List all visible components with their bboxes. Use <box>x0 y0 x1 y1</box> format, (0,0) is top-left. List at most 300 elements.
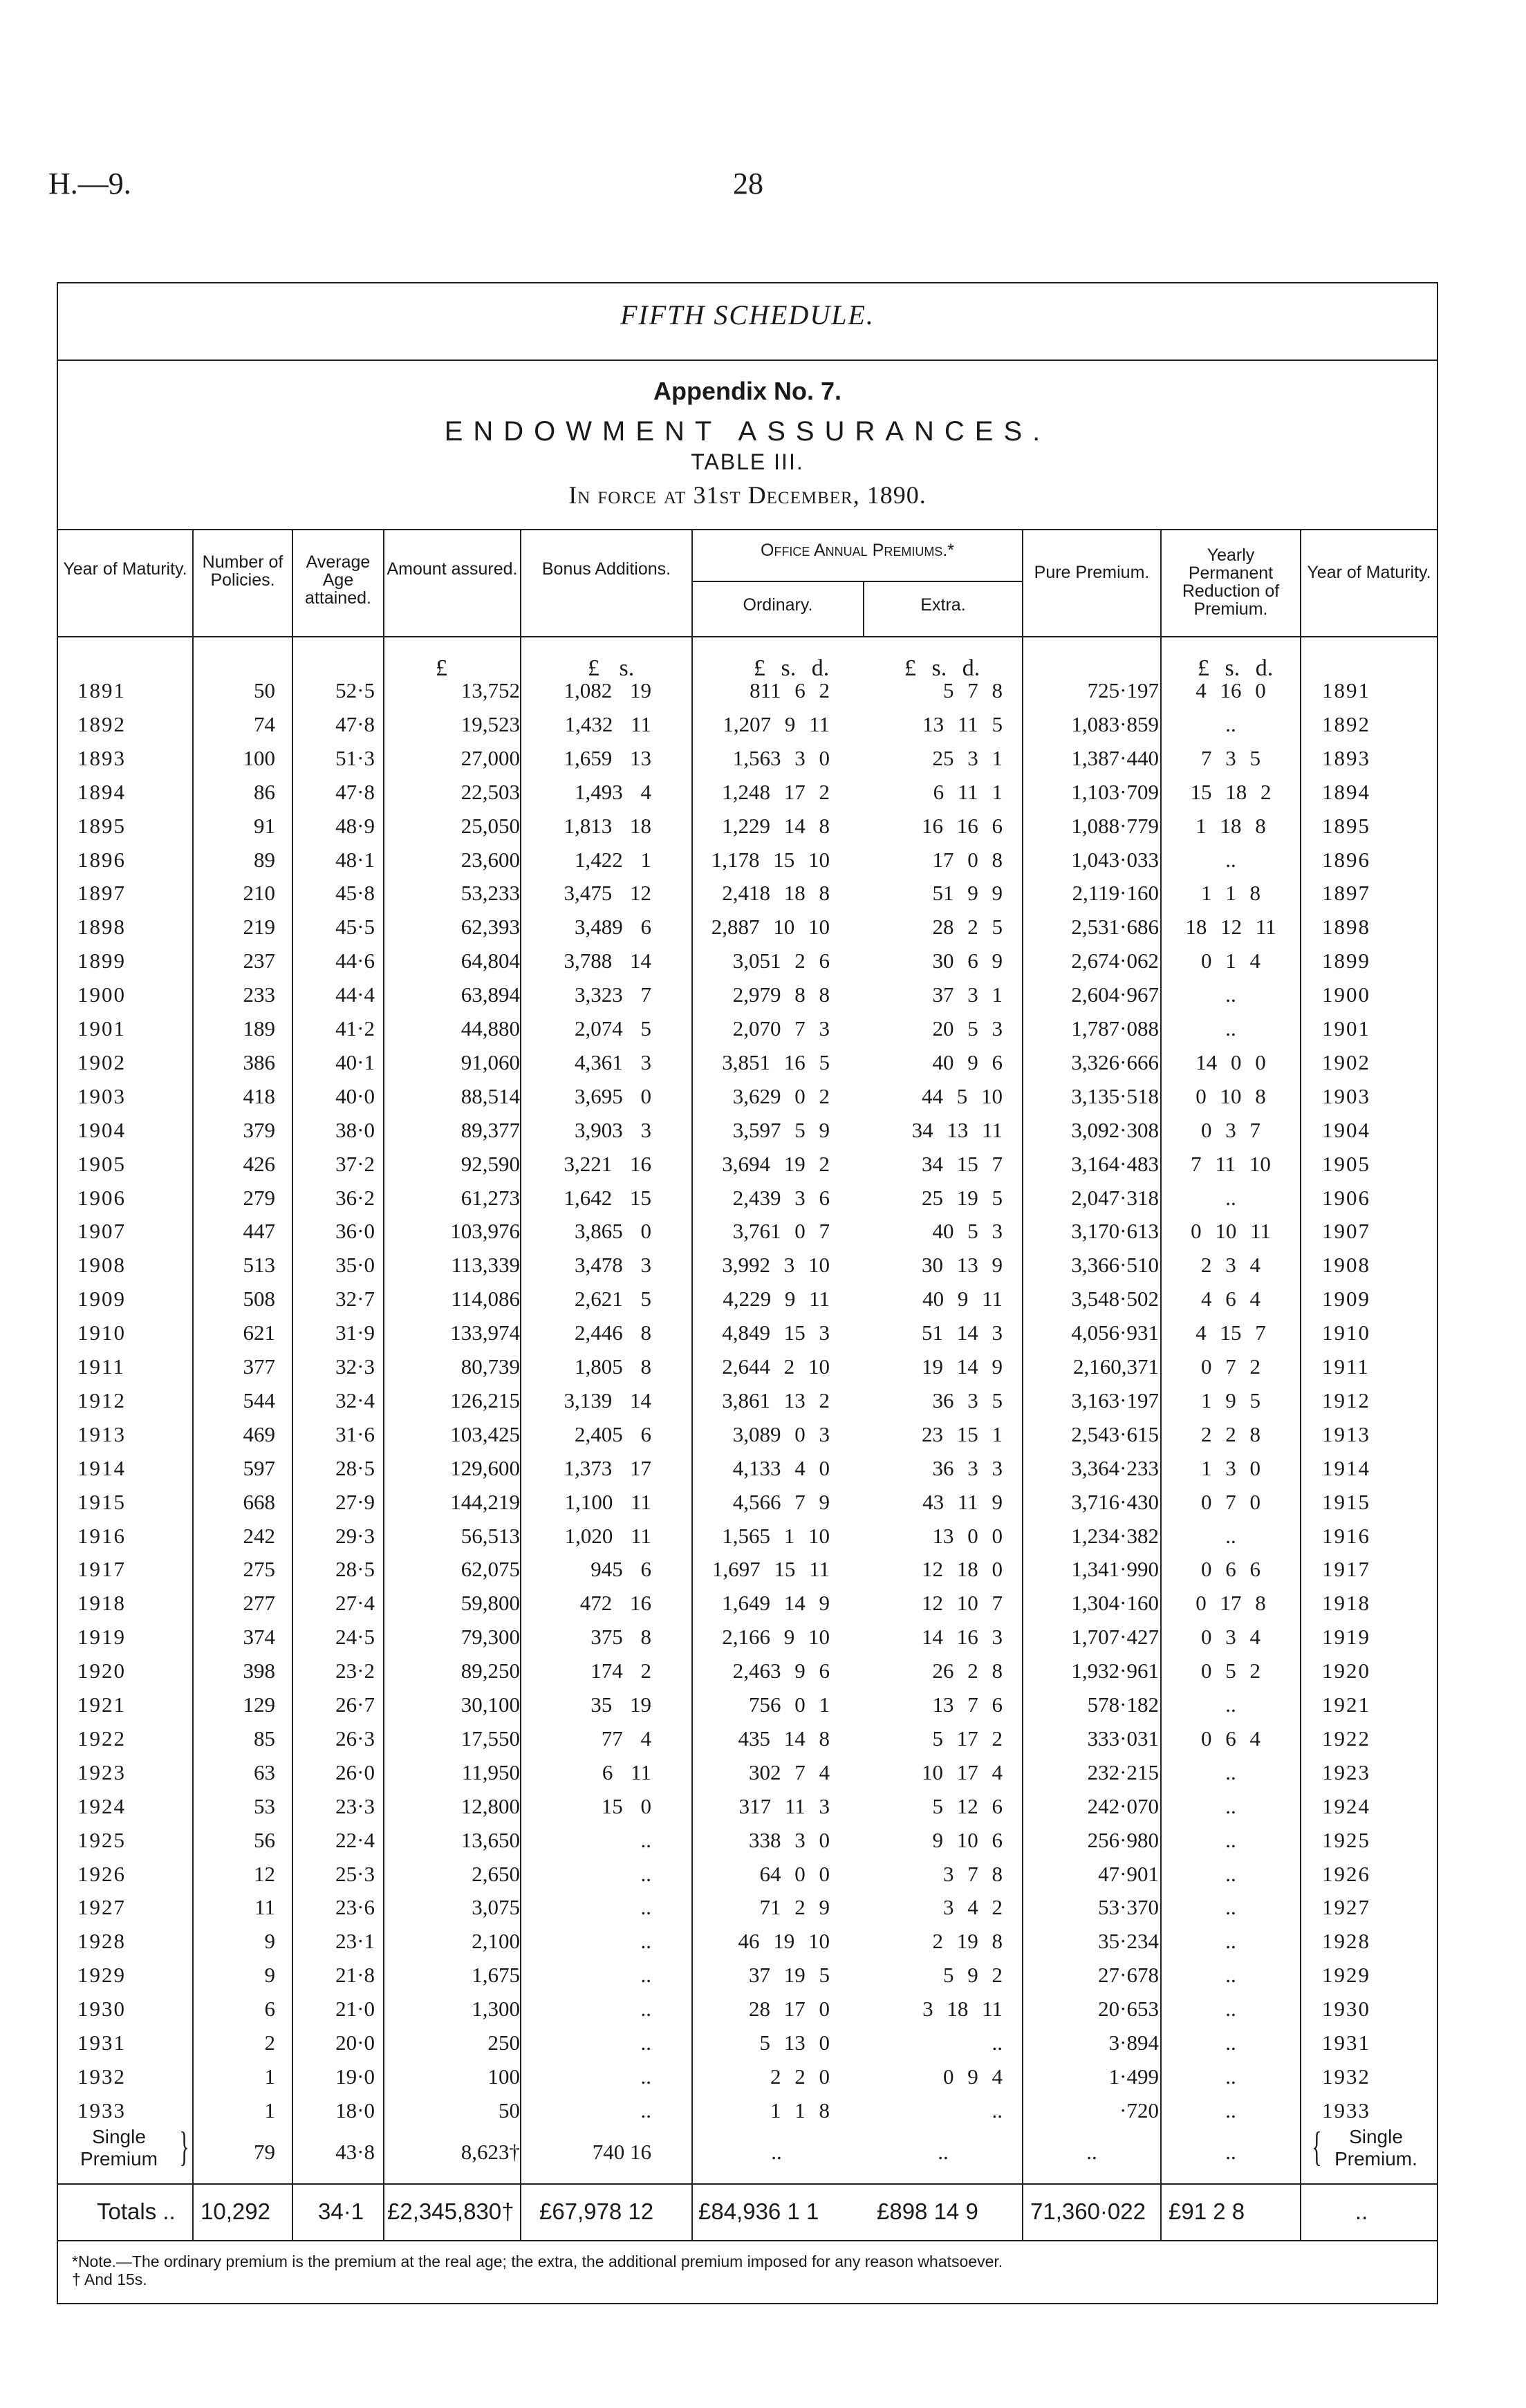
cell-reduction: .. <box>1225 1963 1236 1988</box>
unit-amount: £ <box>436 655 447 681</box>
cell-bonus: .. <box>640 1929 651 1954</box>
cell-policies: 85 <box>254 1726 275 1751</box>
cell-year-right: 1914 <box>1322 1455 1370 1480</box>
totals-year: .. <box>1355 2199 1368 2224</box>
cell-year: 1910 <box>77 1320 126 1345</box>
cell-year: 1932 <box>77 2064 126 2089</box>
cell-age: 45·5 <box>335 915 375 940</box>
cell-reduction: 0 5 2 <box>1201 1659 1260 1683</box>
cell-ordinary: 2,418 18 8 <box>722 881 830 906</box>
cell-age: 20·0 <box>335 2031 375 2055</box>
cell-ordinary: 3,629 0 2 <box>732 1083 830 1108</box>
cell-year: 1928 <box>77 1929 126 1954</box>
cell-policies: 277 <box>243 1591 275 1616</box>
table-row <box>57 1553 1438 1586</box>
cell-extra: 51 14 3 <box>922 1320 1003 1345</box>
cell-extra: 13 11 5 <box>922 711 1003 736</box>
cell-amount: 27,000 <box>460 745 520 770</box>
cell-year: 1918 <box>77 1591 126 1616</box>
cell-ordinary: 1,229 14 8 <box>722 813 830 838</box>
table-row <box>57 776 1438 809</box>
cell-amount: 92,590 <box>460 1151 520 1176</box>
cell-reduction: 14 0 0 <box>1195 1049 1266 1074</box>
col-header-pure: Pure Premium. <box>1034 563 1150 582</box>
cell-year-right: 1926 <box>1322 1861 1370 1886</box>
cell-age: 37·2 <box>335 1151 375 1176</box>
cell-ordinary: 1,248 17 2 <box>722 779 830 804</box>
totals-age: 34·1 <box>318 2199 364 2224</box>
cell-pure: 1,304·160 <box>1071 1591 1159 1616</box>
cell-pure: 1,707·427 <box>1071 1625 1159 1650</box>
cell-year-right: 1929 <box>1322 1963 1370 1988</box>
cell-year: 1899 <box>77 949 126 973</box>
cell-ordinary: 2,070 7 3 <box>732 1016 830 1040</box>
cell-year-right: 1905 <box>1322 1151 1370 1176</box>
table-row <box>57 1418 1438 1451</box>
cell-ordinary: 3,089 0 3 <box>732 1421 830 1446</box>
totals-pure: 71,360·022 <box>1030 2199 1146 2224</box>
cell-ordinary: 435 14 8 <box>738 1726 830 1751</box>
cell-year: 1896 <box>77 847 126 872</box>
cell-year: 1895 <box>77 813 126 838</box>
cell-extra: 17 0 8 <box>932 847 1003 872</box>
cell-pure: 1,088·779 <box>1071 813 1159 838</box>
cell-extra: 14 16 3 <box>922 1625 1003 1650</box>
cell-reduction: .. <box>1225 1016 1236 1040</box>
cell-policies: 374 <box>243 1625 275 1650</box>
cell-pure: 4,056·931 <box>1071 1320 1159 1345</box>
cell-amount: 126,215 <box>450 1388 520 1412</box>
cell-year-right: 1904 <box>1322 1117 1370 1142</box>
cell-reduction: 1 3 0 <box>1201 1455 1260 1480</box>
cell-pure: 2,543·615 <box>1071 1421 1159 1446</box>
cell-amount: 113,339 <box>451 1253 520 1278</box>
cell-bonus: 472 16 <box>579 1591 651 1616</box>
cell-bonus: 1,373 17 <box>564 1455 651 1480</box>
cell-bonus: 1,659 13 <box>564 745 651 770</box>
cell-reduction: 0 7 0 <box>1201 1489 1260 1514</box>
cell-year: 1926 <box>77 1861 126 1886</box>
cell-policies: 275 <box>243 1557 275 1582</box>
cell-amount: 64,804 <box>460 949 520 973</box>
table-row <box>57 978 1438 1011</box>
cell-amount: 129,600 <box>450 1455 520 1480</box>
cell-policies: 544 <box>243 1388 275 1412</box>
cell-amount: 80,739 <box>460 1354 520 1379</box>
cell-reduction: 0 10 11 <box>1191 1219 1271 1244</box>
cell-bonus: 35 19 <box>590 1692 651 1717</box>
cell-reduction: 0 6 6 <box>1201 1557 1260 1582</box>
cell-amount: 100 <box>487 2064 520 2089</box>
cell-reduction: .. <box>1225 1895 1236 1920</box>
col-header-year: Year of Maturity. <box>63 559 187 579</box>
cell-reduction: .. <box>1225 1997 1236 2022</box>
cell-year-right: 1931 <box>1322 2031 1370 2055</box>
cell-pure: 2,531·686 <box>1071 915 1159 940</box>
cell-year-right: 1910 <box>1322 1320 1370 1345</box>
cell-year-right: 1906 <box>1322 1185 1370 1210</box>
cell-bonus: 2,446 8 <box>575 1320 651 1345</box>
cell-bonus: 4,361 3 <box>575 1049 651 1074</box>
cell-reduction: 2 2 8 <box>1201 1421 1260 1446</box>
cell-amount: 2,100 <box>472 1929 520 1954</box>
single-premium-row <box>57 2126 1438 2181</box>
cell-age: 21·8 <box>335 1963 375 1988</box>
cell-bonus: .. <box>640 1827 651 1852</box>
cell-age: 38·0 <box>335 1117 375 1142</box>
cell-amount: 133,974 <box>450 1320 520 1345</box>
cell-age: 41·2 <box>335 1016 375 1040</box>
cell-policies: 100 <box>243 745 275 770</box>
cell-ordinary: 4,229 9 11 <box>723 1287 830 1312</box>
cell-amount: 44,880 <box>460 1016 520 1040</box>
header-top-rule <box>57 529 1438 530</box>
cell-ordinary: 64 0 0 <box>759 1861 830 1886</box>
cell-reduction: 0 17 8 <box>1195 1591 1266 1616</box>
cell-ordinary: 2,439 3 6 <box>732 1185 830 1210</box>
cell-age: 25·3 <box>335 1861 375 1886</box>
cell-year: 1912 <box>77 1388 126 1412</box>
cell-extra: 30 13 9 <box>922 1253 1003 1278</box>
cell-year: 1900 <box>77 982 126 1007</box>
totals-label: Totals .. <box>97 2199 176 2224</box>
cell-reduction: 7 11 10 <box>1191 1151 1271 1176</box>
cell-amount: 89,250 <box>460 1659 520 1683</box>
cell-bonus: 945 6 <box>590 1557 651 1582</box>
cell-year: 1906 <box>77 1185 126 1210</box>
table-row <box>57 1520 1438 1553</box>
cell-policies: 469 <box>243 1421 275 1446</box>
cell-reduction: .. <box>1225 2031 1236 2055</box>
single-reduction: .. <box>1225 2140 1236 2164</box>
cell-policies: 11 <box>254 1895 275 1920</box>
table-row <box>57 1080 1438 1113</box>
cell-year-right: 1895 <box>1322 813 1370 838</box>
cell-extra: 12 10 7 <box>922 1591 1003 1616</box>
cell-reduction: 0 7 2 <box>1201 1354 1260 1379</box>
cell-year-right: 1917 <box>1322 1557 1370 1582</box>
cell-pure: 3,092·308 <box>1071 1117 1159 1142</box>
cell-year-right: 1899 <box>1322 949 1370 973</box>
cell-pure: 3,716·430 <box>1071 1489 1159 1514</box>
cell-policies: 237 <box>243 949 275 973</box>
single-age: 43·8 <box>335 2140 375 2164</box>
cell-year-right: 1893 <box>1322 745 1370 770</box>
table-row <box>57 1012 1438 1045</box>
cell-reduction: .. <box>1225 847 1236 872</box>
cell-pure: 232·215 <box>1087 1760 1159 1784</box>
cell-reduction: .. <box>1225 2064 1236 2089</box>
cell-ordinary: 3,597 5 9 <box>732 1117 830 1142</box>
cell-ordinary: 3,992 3 10 <box>722 1253 830 1278</box>
table-row <box>57 1452 1438 1485</box>
table-row <box>57 1756 1438 1789</box>
cell-ordinary: 1,178 15 10 <box>711 847 830 872</box>
cell-extra: 3 7 8 <box>943 1861 1003 1886</box>
cell-reduction: 1 9 5 <box>1201 1388 1260 1412</box>
cell-pure: 1,234·382 <box>1071 1523 1159 1548</box>
cell-bonus: 1,432 11 <box>564 711 651 736</box>
col-header-policies: Number of Policies. <box>202 552 283 590</box>
single-extra: .. <box>938 2140 949 2164</box>
cell-policies: 53 <box>254 1793 275 1818</box>
table-row <box>57 1282 1438 1316</box>
cell-bonus: .. <box>640 1895 651 1920</box>
cell-extra: .. <box>992 2098 1003 2122</box>
cell-ordinary: 4,133 4 0 <box>732 1455 830 1480</box>
cell-extra: 3 4 2 <box>943 1895 1003 1920</box>
col-header-ordinary: Ordinary. <box>743 595 813 615</box>
cell-age: 27·4 <box>335 1591 375 1616</box>
cell-year-right: 1903 <box>1322 1083 1370 1108</box>
cell-age: 40·0 <box>335 1083 375 1108</box>
cell-bonus: 3,903 3 <box>575 1117 651 1142</box>
appendix-title: Appendix No. 7. <box>653 377 842 405</box>
cell-age: 19·0 <box>335 2064 375 2089</box>
cell-extra: 5 12 6 <box>932 1793 1003 1818</box>
header-bottom-rule <box>57 636 1438 637</box>
cell-reduction: .. <box>1225 2098 1236 2122</box>
cell-year: 1919 <box>77 1625 126 1650</box>
cell-extra: 36 3 5 <box>932 1388 1003 1412</box>
page-number: 28 <box>733 167 763 200</box>
cell-pure: 20·653 <box>1098 1997 1159 2022</box>
cell-age: 24·5 <box>335 1625 375 1650</box>
single-premium-label-top: Single <box>92 2126 146 2147</box>
cell-extra: 36 3 3 <box>932 1455 1003 1480</box>
cell-policies: 597 <box>243 1455 275 1480</box>
cell-amount: 88,514 <box>460 1083 520 1108</box>
cell-reduction: .. <box>1225 1827 1236 1852</box>
cell-ordinary: 811 6 2 <box>750 678 830 702</box>
cell-policies: 6 <box>264 1997 275 2022</box>
in-force-date: In force at 31st December, 1890. <box>568 481 927 509</box>
cell-policies: 189 <box>243 1016 275 1040</box>
cell-ordinary: 317 11 3 <box>738 1793 830 1818</box>
single-ordinary: .. <box>771 2140 782 2164</box>
cell-extra: 5 17 2 <box>932 1726 1003 1751</box>
col-header-office-premiums: Office Annual Premiums.* <box>761 541 954 560</box>
cell-amount: 144,219 <box>450 1489 520 1514</box>
cell-ordinary: 1 1 8 <box>770 2098 830 2122</box>
cell-ordinary: 1,565 1 10 <box>722 1523 830 1548</box>
brace-icon: { <box>1312 2124 1322 2169</box>
single-amount: 8,623† <box>460 2140 520 2164</box>
cell-amount: 62,393 <box>460 915 520 940</box>
cell-amount: 23,600 <box>460 847 520 872</box>
totals-top-rule <box>57 2183 1438 2185</box>
cell-ordinary: 4,566 7 9 <box>732 1489 830 1514</box>
single-premium-label-bottom: Premium <box>80 2148 158 2169</box>
cell-pure: 53·370 <box>1098 1895 1159 1920</box>
cell-age: 28·5 <box>335 1455 375 1480</box>
cell-policies: 418 <box>243 1083 275 1108</box>
cell-extra: 2 19 8 <box>932 1929 1003 1954</box>
cell-pure: 3,548·502 <box>1071 1287 1159 1312</box>
cell-year: 1923 <box>77 1760 126 1784</box>
cell-bonus: 1,082 19 <box>564 678 651 702</box>
table-row <box>57 2094 1438 2127</box>
cell-bonus: .. <box>640 2064 651 2089</box>
cell-amount: 13,752 <box>460 678 520 702</box>
table-row <box>57 1688 1438 1721</box>
table-row <box>57 1824 1438 1857</box>
cell-extra: 13 0 0 <box>932 1523 1003 1548</box>
cell-year-right: 1901 <box>1322 1016 1370 1040</box>
cell-year: 1929 <box>77 1963 126 1988</box>
cell-ordinary: 1,697 15 11 <box>711 1557 830 1582</box>
table-row <box>57 674 1438 707</box>
cell-amount: 12,800 <box>460 1793 520 1818</box>
cell-pure: 1·499 <box>1108 2064 1159 2089</box>
table-row <box>57 708 1438 741</box>
cell-ordinary: 3,051 2 6 <box>732 949 830 973</box>
cell-ordinary: 46 19 10 <box>738 1929 830 1954</box>
totals-bonus: £67,978 12 <box>539 2199 654 2224</box>
cell-amount: 250 <box>487 2031 520 2055</box>
cell-year: 1909 <box>77 1287 126 1312</box>
cell-extra: 3 18 11 <box>922 1997 1003 2022</box>
cell-policies: 12 <box>254 1861 275 1886</box>
cell-amount: 22,503 <box>460 779 520 804</box>
totals-extra: £898 14 9 <box>877 2199 978 2224</box>
cell-pure: 3,326·666 <box>1071 1049 1159 1074</box>
cell-policies: 233 <box>243 982 275 1007</box>
cell-bonus: 174 2 <box>590 1659 651 1683</box>
cell-extra: 25 3 1 <box>932 745 1003 770</box>
brace-icon: } <box>179 2124 189 2169</box>
cell-bonus: 1,805 8 <box>575 1354 651 1379</box>
cell-bonus: 1,813 18 <box>564 813 651 838</box>
cell-policies: 63 <box>254 1760 275 1784</box>
cell-year-right: 1909 <box>1322 1287 1370 1312</box>
cell-year: 1917 <box>77 1557 126 1582</box>
cell-pure: 725·197 <box>1087 678 1159 702</box>
cell-year-right: 1911 <box>1322 1354 1370 1379</box>
cell-bonus: 1,642 15 <box>564 1185 651 1210</box>
table-row <box>57 1350 1438 1383</box>
cell-reduction: .. <box>1225 1861 1236 1886</box>
cell-age: 48·9 <box>335 813 375 838</box>
col-header-reduction: Yearly Permanent Reduction of Premium. <box>1182 545 1280 619</box>
cell-year-right: 1924 <box>1322 1793 1370 1818</box>
cell-year-right: 1927 <box>1322 1895 1370 1920</box>
cell-ordinary: 3,694 19 2 <box>722 1151 830 1176</box>
cell-policies: 91 <box>254 813 275 838</box>
cell-bonus: .. <box>640 1963 651 1988</box>
cell-amount: 89,377 <box>460 1117 520 1142</box>
cell-year-right: 1894 <box>1322 779 1370 804</box>
table-row <box>57 1790 1438 1823</box>
cell-bonus: 1,493 4 <box>575 779 651 804</box>
totals-policies: 10,292 <box>201 2199 270 2224</box>
totals-reduction: £91 2 8 <box>1169 2199 1245 2224</box>
cell-amount: 25,050 <box>460 813 520 838</box>
cell-amount: 103,976 <box>450 1219 520 1244</box>
cell-ordinary: 1,649 14 9 <box>722 1591 830 1616</box>
cell-year: 1916 <box>77 1523 126 1548</box>
cell-bonus: 2,074 5 <box>575 1016 651 1040</box>
col-header-bonus: Bonus Additions. <box>541 559 671 579</box>
cell-amount: 103,425 <box>450 1421 520 1446</box>
cell-reduction: .. <box>1225 982 1236 1007</box>
cell-age: 35·0 <box>335 1253 375 1278</box>
col-header-amount: Amount assured. <box>387 559 518 579</box>
cell-pure: 3,364·233 <box>1071 1455 1159 1480</box>
cell-amount: 62,075 <box>460 1557 520 1582</box>
cell-bonus: 1,422 1 <box>575 847 651 872</box>
cell-pure: 1,043·033 <box>1071 847 1159 872</box>
cell-policies: 1 <box>264 2064 275 2089</box>
cell-policies: 50 <box>254 678 275 702</box>
cell-year-right: 1930 <box>1322 1997 1370 2022</box>
cell-year-right: 1892 <box>1322 711 1370 736</box>
cell-year-right: 1915 <box>1322 1489 1370 1514</box>
cell-year-right: 1921 <box>1322 1692 1370 1717</box>
single-policies: 79 <box>254 2140 275 2164</box>
table-row <box>57 2026 1438 2060</box>
cell-year-right: 1897 <box>1322 881 1370 906</box>
table-row <box>57 742 1438 775</box>
totals-bottom-rule <box>57 2240 1438 2241</box>
table-row <box>57 1858 1438 1891</box>
table-row <box>57 1587 1438 1620</box>
cell-age: 32·3 <box>335 1354 375 1379</box>
cell-extra: 44 5 10 <box>922 1083 1003 1108</box>
cell-pure: 2,047·318 <box>1071 1185 1159 1210</box>
cell-policies: 86 <box>254 779 275 804</box>
cell-bonus: .. <box>640 1861 651 1886</box>
cell-reduction: 7 3 5 <box>1201 745 1260 770</box>
cell-amount: 91,060 <box>460 1049 520 1074</box>
unit-extra: £ s. d. <box>904 655 980 681</box>
cell-pure: 242·070 <box>1087 1793 1159 1818</box>
single-premium-right-bottom: Premium. <box>1334 2148 1417 2169</box>
cell-extra: 25 19 5 <box>922 1185 1003 1210</box>
cell-amount: 53,233 <box>460 881 520 906</box>
cell-ordinary: 4,849 15 3 <box>722 1320 830 1345</box>
cell-year-right: 1918 <box>1322 1591 1370 1616</box>
cell-age: 28·5 <box>335 1557 375 1582</box>
cell-pure: 1,387·440 <box>1071 745 1159 770</box>
cell-amount: 19,523 <box>460 711 520 736</box>
cell-pure: 1,103·709 <box>1071 779 1159 804</box>
cell-extra: 5 9 2 <box>943 1963 1003 1988</box>
totals-amount: £2,345,830† <box>387 2199 514 2224</box>
cell-amount: 114,086 <box>451 1287 520 1312</box>
cell-year: 1915 <box>77 1489 126 1514</box>
cell-pure: 3·894 <box>1108 2031 1159 2055</box>
cell-year-right: 1896 <box>1322 847 1370 872</box>
single-pure: .. <box>1086 2140 1097 2164</box>
cell-policies: 621 <box>243 1320 275 1345</box>
cell-extra: 0 9 4 <box>943 2064 1003 2089</box>
cell-age: 22·4 <box>335 1827 375 1852</box>
cell-ordinary: 37 19 5 <box>749 1963 830 1988</box>
cell-bonus: .. <box>640 1997 651 2022</box>
cell-amount: 1,675 <box>472 1963 520 1988</box>
table-row <box>57 877 1438 910</box>
cell-amount: 11,950 <box>461 1760 520 1784</box>
cell-policies: 379 <box>243 1117 275 1142</box>
cell-extra: 51 9 9 <box>932 881 1003 906</box>
cell-policies: 426 <box>243 1151 275 1176</box>
cell-pure: 3,366·510 <box>1071 1253 1159 1278</box>
cell-bonus: 2,405 6 <box>575 1421 651 1446</box>
cell-reduction: .. <box>1225 1523 1236 1548</box>
cell-policies: 242 <box>243 1523 275 1548</box>
cell-reduction: 1 1 8 <box>1201 881 1260 906</box>
